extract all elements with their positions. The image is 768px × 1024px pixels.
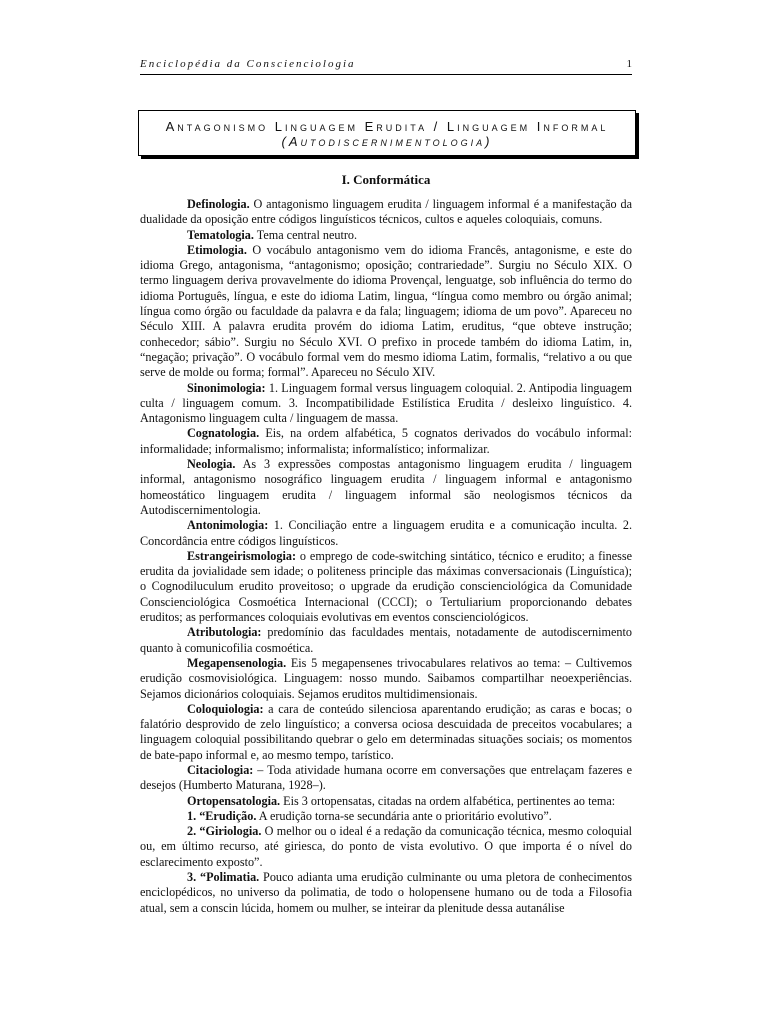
paragraph: [140, 794, 632, 809]
paragraph-label: Megapensenologia.: [187, 655, 287, 670]
paragraph-label: Cognatologia.: [187, 426, 260, 441]
paragraph: [140, 870, 632, 916]
paragraph: [140, 243, 632, 381]
section-heading: I. Conformática: [341, 172, 431, 187]
paragraph-text: – Toda atividade humana ocorre em conversações que entrelaçam fazeres e desejos (Humberto Maturana, 1928–).: [140, 762, 632, 793]
paragraph-label: Coloquiologia:: [187, 701, 264, 716]
paragraph-label: Atributologia:: [187, 625, 262, 640]
paragraph-text: As 3 expressões compostas antagonismo linguagem erudita / linguagem informal, antagonismo nosográfico linguagem erudita / linguagem informal e antagonismo homeostático linguagem erudita / linguagem informal são neologismos técnicos da Autodiscernimentologia.: [140, 457, 632, 517]
paragraph-label: Sinonimologia:: [187, 380, 266, 395]
paragraph-text: O melhor ou o ideal é a redação da comunicação técnica, mesmo coloquial ou, em último recurso, até giriesca, do ponto de vista evolutivo. O que importa é o nível do esclarecimento exposto”.: [140, 824, 633, 869]
paragraph: [140, 518, 632, 549]
paragraph-text: Tema central neutro.: [253, 227, 358, 242]
paragraph-label: Citaciologia:: [187, 762, 254, 777]
paragraph: [140, 197, 632, 228]
paragraph-label: Neologia.: [187, 457, 236, 472]
paragraph: [140, 228, 632, 243]
paragraph: [140, 763, 632, 794]
page-number: 1: [626, 58, 632, 70]
paragraph-text: O antagonismo linguagem erudita / linguagem informal é a manifestação da dualidade da oposição entre códigos linguísticos técnicos, cultos e aqueles coloquiais, comuns.: [140, 197, 632, 227]
paragraph-label: 2. “Giriologia.: [187, 824, 262, 839]
header-title: Enciclopédia da Conscienciologia: [140, 58, 356, 70]
paragraph-label: 3. “Polimatia.: [187, 870, 260, 885]
paragraph-text: Eis 3 ortopensatas, citadas na ordem alfabética, pertinentes ao tema:: [280, 793, 616, 808]
paragraph-text: Pouco adianta uma erudição culminante ou uma pletora de conhecimentos enciclopédicos, no universo da polimatia, de todo o holopensene humano ou de toda a Filosofia atual, sem a conscin lúcida, homem ou mulher, se inteirar da plenitude dessa autanálise: [140, 870, 632, 915]
paragraph-text: 1. Linguagem formal versus linguagem coloquial. 2. Antipodia linguagem culta / linguagem comum. 3. Incompatibilidade Estilística Erudita / desleixo linguístico. 4. Antagonismo linguagem culta / linguagem de massa.: [140, 380, 632, 426]
header-rule: [140, 74, 632, 75]
paragraph: [140, 824, 632, 870]
paragraph: [140, 426, 632, 457]
paragraph: [140, 702, 632, 763]
paragraph: [140, 656, 632, 702]
paragraph: [140, 625, 632, 656]
paragraph: [140, 381, 632, 427]
entry-specialty: (Autodiscernimentologia): [281, 134, 493, 149]
running-header: [140, 58, 632, 70]
paragraph-text: Eis, na ordem alfabética, 5 cognatos derivados do vocábulo informal: informalidade; informalismo; informalista; informalístico; informalizar.: [140, 426, 632, 456]
paragraph-label: Estrangeirismologia:: [187, 548, 296, 563]
entry-title: Antagonismo Linguagem Erudita / Linguagem Informal: [165, 119, 609, 134]
paragraph: [140, 549, 632, 625]
paragraph-text: A erudição torna-se secundária ante o prioritário evolutivo”.: [256, 808, 552, 823]
paragraph-text: a cara de conteúdo silenciosa aparentando erudição; as caras e bocas; o falatório desprovido de zelo linguístico; a conversa ociosa descuidada de preceitos vocabulares; a linguagem coloquial possibilitando quebrar o gelo em determinadas situações sociais; os momentos de bate-papo informal e, ao mesmo tempo, tarístico.: [140, 701, 632, 762]
title-box: [138, 110, 636, 156]
paragraph-label: Ortopensatologia.: [187, 793, 281, 808]
paragraph: [140, 809, 632, 824]
paragraph-text: O vocábulo antagonismo vem do idioma Francês, antagonisme, e este do idioma Grego, antagonisma, “antagonismo; oposição; contrariedade”. Surgiu no Século XIX. O termo linguagem deriva provavelmente do idioma Provençal, lenguatge, sob influência do termo do idioma Português, língua, e este do idioma Latim, lingua, “língua como membro ou órgão animal; língua como órgão ou faculdade da palavra e da fala; linguagem; idioma de um povo”. Apareceu no Século XIII. A palavra erudita provém do idioma Latim, eruditus, “que obteve instrução; conhecedor; sábio”. Surgiu no Século XVI. O prefixo in procede também do idioma Latim, in, “negação; privação”. O vocábulo formal vem do mesmo idioma Latim, formalis, “relativo a ou que serve de molde ou forma; formal”. Apareceu no Século XIV.: [140, 242, 632, 380]
paragraph-text: o emprego de code-switching sintático, técnico e erudito; a finesse erudita da jovialidade sem idade; o politeness principle das máximas conversacionais (Linguística); o Cognodiluculum erudito proveitoso; o upgrade da erudição conscienciológica da Comunidade Conscienciológica Cosmoética Internacional (CCCI); o Tertuliarium proporcionando debates eruditos; as performances coloquiais evolutivas em eventos conscienciológicos.: [140, 548, 632, 625]
entry-body: [140, 197, 632, 916]
paragraph-text: predomínio das faculdades mentais, notadamente de autodiscernimento quanto à comunicofilia cosmoética.: [140, 625, 632, 655]
paragraph-label: Etimologia.: [187, 242, 247, 257]
paragraph-text: Eis 5 megapensenes trivocabulares relativos ao tema: – Cultivemos erudição cosmovisiológica. Linguagem: nosso mundo. Saibamos compartilhar neoexperiências. Sejamos dicionários coloquiais. Sejamos eruditos multidimensionais.: [140, 655, 632, 701]
paragraph-label: Tematologia.: [187, 227, 254, 242]
paragraph-label: Definologia.: [187, 197, 250, 211]
paragraph-text: 1. Conciliação entre a linguagem erudita e a comunicação inculta. 2. Concordância entre códigos linguísticos.: [140, 518, 632, 548]
paragraph: [140, 457, 632, 518]
paragraph-label: Antonimologia:: [187, 518, 269, 533]
paragraph-label: 1. “Erudição.: [187, 808, 257, 823]
